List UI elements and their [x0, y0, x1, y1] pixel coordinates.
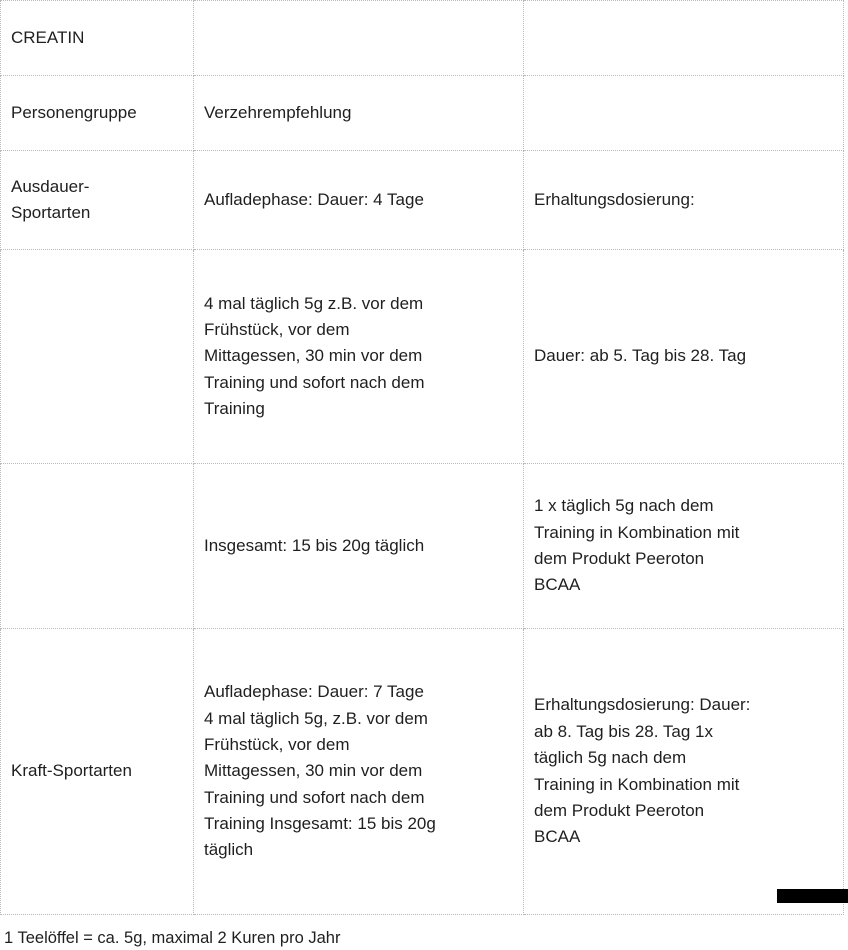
- cell-kraft-sportarten: [1, 629, 194, 915]
- table-footnote: 1 Teelöffel = ca. 5g, maximal 2 Kuren pro Jahr: [4, 929, 341, 947]
- cell-line: Frühstück, vor dem: [204, 319, 350, 339]
- cell-line: Ausdauer-: [11, 176, 90, 196]
- cell-line: ab 8. Tag bis 28. Tag 1x: [534, 721, 713, 741]
- cell-kraft-maintenance: [524, 629, 844, 915]
- table-row: [1, 250, 844, 464]
- cell-maintenance-detail: [524, 464, 844, 629]
- table-title-cell-empty-1: [194, 1, 524, 76]
- cell-line: täglich: [204, 840, 254, 860]
- bottom-black-bar: [777, 889, 848, 903]
- cell-kraft-detail: [194, 629, 524, 915]
- cell-line: Aufladephase: Dauer: 4 Tage: [204, 189, 424, 209]
- cell-empty-total: [1, 464, 194, 629]
- column-header-personengruppe: Personengruppe: [1, 76, 194, 151]
- table-title-cell-empty-2: [524, 1, 844, 76]
- cell-line: Training in Kombination mit: [534, 522, 740, 542]
- cell-line: dem Produkt Peeroton: [534, 800, 705, 820]
- cell-line: Mittagessen, 30 min vor dem: [204, 346, 423, 366]
- table-row: [1, 1, 844, 76]
- cell-line: BCAA: [534, 827, 581, 847]
- table-row: [1, 629, 844, 915]
- cell-line: Training in Kombination mit: [534, 774, 740, 794]
- column-header-empty: [524, 76, 844, 151]
- cell-line: Training und sofort nach dem: [204, 372, 425, 392]
- cell-line: Erhaltungsdosierung: Dauer:: [534, 695, 751, 715]
- cell-line: Training und sofort nach dem: [204, 787, 425, 807]
- cell-line: Training: [204, 399, 265, 419]
- cell-line: Frühstück, vor dem: [204, 734, 350, 754]
- cell-line: Erhaltungsdosierung:: [534, 189, 695, 209]
- cell-line: BCAA: [534, 575, 581, 595]
- cell-aufladephase-4-tage: [194, 151, 524, 250]
- cell-line: dem Produkt Peeroton: [534, 549, 705, 568]
- table-row: [1, 151, 844, 250]
- cell-empty-loading: [1, 250, 194, 464]
- cell-ausdauer-sportarten: [1, 151, 194, 250]
- column-header-verzehrempfehlung: Verzehrempfehlung: [194, 76, 524, 151]
- cell-line: täglich 5g nach dem: [534, 748, 687, 768]
- cell-line: Aufladephase: Dauer: 7 Tage: [204, 682, 424, 702]
- cell-insgesamt: [194, 464, 524, 629]
- cell-line: Mittagessen, 30 min vor dem: [204, 761, 423, 781]
- cell-line: 4 mal täglich 5g, z.B. vor dem: [204, 708, 428, 728]
- table-title-cell: CREATIN: [1, 1, 194, 76]
- cell-dauer-5-bis-28: [524, 250, 844, 464]
- table-row: [1, 76, 844, 151]
- cell-line: Kraft-Sportarten: [11, 761, 132, 781]
- cell-loading-detail: [194, 250, 524, 464]
- cell-line: 1 x täglich 5g nach dem: [534, 496, 714, 516]
- table-row: [1, 464, 844, 629]
- cell-erhaltungsdosierung: [524, 151, 844, 250]
- cell-line: Training Insgesamt: 15 bis 20g: [204, 814, 436, 834]
- cell-line: Sportarten: [11, 203, 91, 222]
- cell-line: Insgesamt: 15 bis 20g täglich: [204, 535, 425, 555]
- cell-line: Dauer: ab 5. Tag bis 28. Tag: [534, 346, 747, 366]
- cell-line: 4 mal täglich 5g z.B. vor dem: [204, 293, 424, 313]
